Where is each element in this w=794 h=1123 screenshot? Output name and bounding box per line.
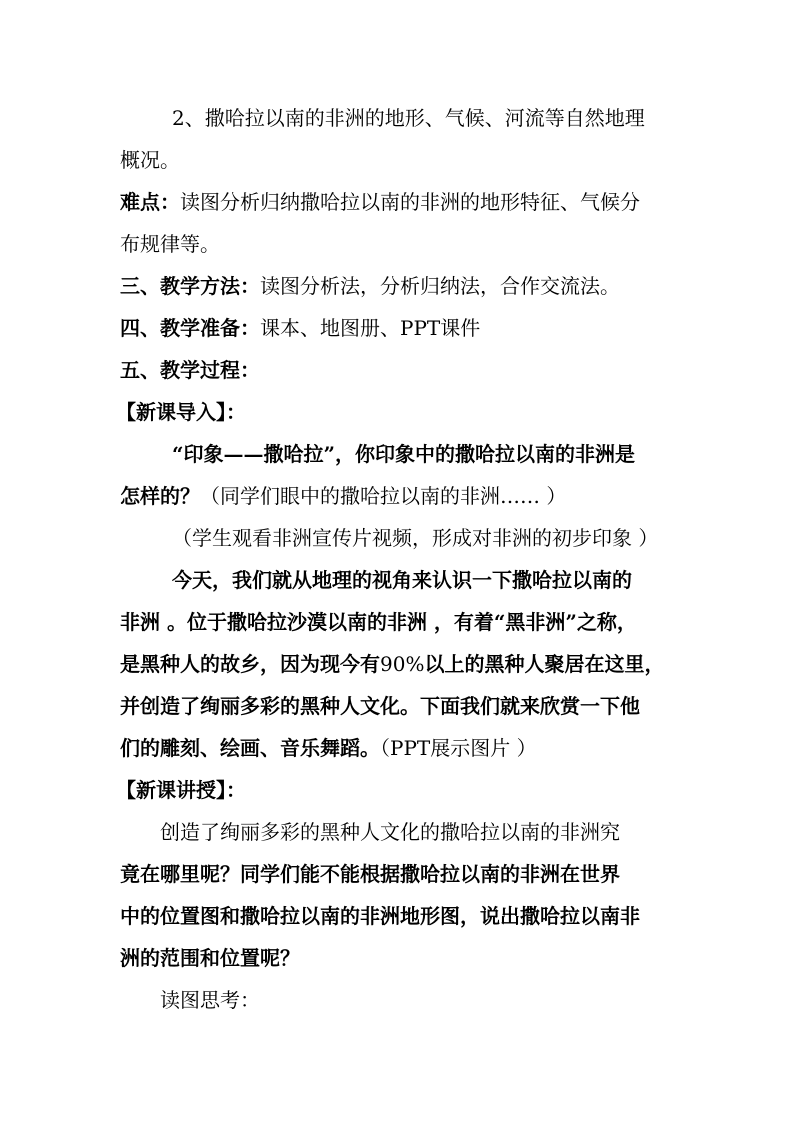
intro-paragraph-line: 非洲 。位于撒哈拉沙漠以南的非洲 ，有着“黑非洲”之称， [120, 610, 637, 634]
lesson-paragraph-line: 竟在哪里呢？同学们能不能根据撒哈拉以南的非洲在世界 [120, 862, 620, 886]
teaching-process-line [120, 356, 260, 384]
intro-question-line-cont: 怎样的？（同学们眼中的撒哈拉以南的非洲…… ） [120, 484, 567, 508]
intro-paragraph-line: 今天，我们就从地理的视角来认识一下撒哈拉以南的 [172, 568, 632, 592]
difficulty-line-cont: 布规律等。 [120, 232, 220, 256]
intro-paragraph-line: 们的雕刻、绘画、音乐舞蹈。（PPT展示图片 ） [120, 736, 537, 760]
lesson-paragraph-line: 洲的范围和位置呢？ [120, 946, 300, 970]
section-heading: 五、教学过程： [120, 358, 260, 382]
lesson-paragraph-line: 中的位置图和撒哈拉以南的非洲地形图，说出撒哈拉以南非 [120, 904, 640, 928]
intro-paragraph-line: 并创造了绚丽多彩的黑种人文化。下面我们就来欣赏一下他 [120, 694, 640, 718]
difficulty-line: 难点：读图分析归纳撒哈拉以南的非洲的地形特征、气候分 [120, 190, 640, 214]
read-map-think-line: 读图思考： [160, 988, 260, 1012]
section-heading: 三、教学方法： [120, 274, 260, 298]
intro-question-line: “印象——撒哈拉”，你印象中的撒哈拉以南的非洲是 [172, 442, 636, 466]
teaching-method-line: 三、教学方法：读图分析法，分析归纳法，合作交流法。 [120, 274, 620, 298]
student-activity-line: （学生观看非洲宣传片视频，形成对非洲的初步印象 ） [172, 526, 659, 550]
section-heading: 四、教学准备： [120, 316, 260, 340]
teaching-prep-line: 四、教学准备：课本、地图册、PPT课件 [120, 316, 481, 340]
difficulty-label: 难点： [120, 190, 180, 214]
objective-line: 2、撒哈拉以南的非洲的地形、气候、河流等自然地理 [172, 106, 645, 130]
lesson-paragraph-line: 创造了绚丽多彩的黑种人文化的撒哈拉以南的非洲究 [160, 820, 620, 844]
intro-heading: 【新课导入】： [116, 400, 246, 424]
new-lesson-heading: 【新课讲授】： [116, 778, 246, 802]
intro-paragraph-line: 是黑种人的故乡，因为现今有90%以上的黑种人聚居在这里， [120, 652, 665, 676]
objective-line-cont: 概况。 [120, 148, 180, 172]
